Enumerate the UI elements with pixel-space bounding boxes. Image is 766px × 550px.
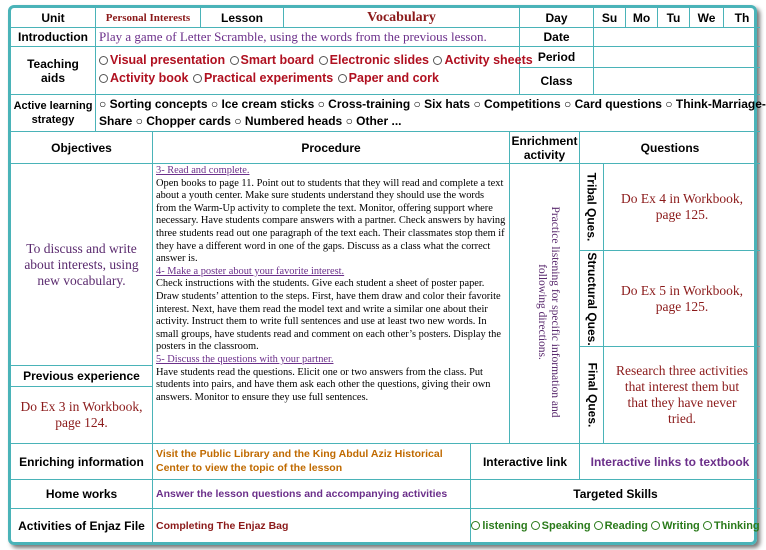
interactive-link-text[interactable]: Interactive links to textbook: [580, 444, 760, 480]
enriching-information-label: Enriching information: [11, 444, 153, 480]
enjaz-label: Activities of Enjaz File: [11, 509, 153, 542]
class-label: Class: [520, 68, 594, 95]
aid-activity-book[interactable]: Activity book: [99, 71, 189, 85]
radio-icon: [433, 56, 442, 65]
aid-smart-board[interactable]: Smart board: [230, 53, 315, 67]
radio-icon: [319, 56, 328, 65]
radio-icon: [531, 521, 540, 530]
aid-visual-presentation[interactable]: Visual presentation: [99, 53, 225, 67]
procedure-body: [153, 164, 510, 444]
skill-listening[interactable]: listening: [471, 520, 527, 532]
structural-text: Do Ex 5 in Workbook, page 125.: [604, 251, 760, 347]
step-5-title: 5- Discuss the questions with your partner.: [156, 353, 334, 365]
step-5-text: Have students read the questions. Elicit one or two answers from the class. Put students into pairs, and have them ask each other the questions, giving their own answers. Monitor to ensure they use full sentences.: [156, 366, 491, 403]
radio-icon: [99, 74, 108, 83]
introduction-text: Play a game of Letter Scramble, using the words from the previous lesson.: [96, 28, 520, 47]
radio-icon: [99, 56, 108, 65]
enrichment-text: Practice listening for specific information and following directions.: [536, 206, 561, 418]
tribal-text: Do Ex 4 in Workbook, page 125.: [604, 164, 760, 251]
day-tu: Tu: [658, 8, 690, 28]
aid-practical-experiments[interactable]: Practical experiments: [193, 71, 333, 85]
procedure-header: Procedure: [153, 132, 510, 164]
lesson-value: Vocabulary: [284, 8, 520, 28]
teaching-aids-options: [96, 47, 533, 95]
introduction-label: Introduction: [11, 28, 96, 47]
active-learning-label: Active learning strategy: [11, 95, 96, 132]
aid-electronic-slides[interactable]: Electronic slides: [319, 53, 429, 67]
day-th: Th: [724, 8, 760, 28]
home-works-text: Answer the lesson questions and accompanying activities: [153, 480, 471, 509]
day-mo: Mo: [626, 8, 658, 28]
structural-label-cell: [580, 251, 604, 347]
teaching-aids-label: Teaching aids: [11, 47, 96, 95]
lesson-plan-sheet: [8, 5, 766, 545]
radio-icon: [230, 56, 239, 65]
date-value: [594, 28, 760, 47]
interactive-link-label: Interactive link: [471, 444, 580, 480]
step-4-text: Check instructions with the students. Give each student a sheet of poster paper. Draw students’ attention to the steps. First, have them draw and color their favorite interest. Next, have them read the model text and write a similar one about their activity. Instruct them to write full sentences and use at least two new words. In small groups, have students read and comment on each other’s posters. Display the posters in the classroom.: [156, 278, 501, 353]
objectives-header: Objectives: [11, 132, 153, 164]
questions-header: Questions: [580, 132, 760, 164]
step-3-text: Open books to page 11. Point out to students that they will read and complete a text about a youth center. Make sure students understand they should use the words from the Warm-Up activity to complete the text. Monitor, offering support where necessary. Have students compare answers with a partner. Check answers by having three students read out one paragraph of the text each. Their classmates stop them if they have a different word in one of the gaps. Discuss as a class what the correct answer is.: [156, 177, 506, 265]
radio-icon: [193, 74, 202, 83]
class-value: [594, 68, 760, 95]
skill-writing[interactable]: Writing: [651, 520, 700, 532]
step-4-title: 4- Make a poster about your favorite interest.: [156, 265, 345, 277]
previous-experience-label: Previous experience: [11, 366, 153, 387]
skill-reading[interactable]: Reading: [594, 520, 648, 532]
date-label: Date: [520, 28, 594, 47]
final-text: Research three activities that interest them but that they have never tried.: [604, 347, 760, 444]
radio-icon: [471, 521, 480, 530]
home-works-label: Home works: [11, 480, 153, 509]
active-learning-options[interactable]: ○ Sorting concepts ○ Ice cream sticks ○ Cross-training ○ Six hats ○ Competitions ○ Card questions ○ Think-Marriage- Share ○ Chopper cards ○ Numbered heads ○ Other ...: [96, 95, 760, 132]
period-value: [594, 47, 760, 68]
lesson-label: Lesson: [201, 8, 284, 28]
structural-label: Structural Ques.: [585, 252, 599, 346]
unit-value: Personal Interests: [96, 8, 201, 28]
day-label: Day: [520, 8, 594, 28]
aid-paper-and-cork[interactable]: Paper and cork: [338, 71, 439, 85]
enjaz-text: Completing The Enjaz Bag: [153, 509, 471, 542]
radio-icon: [703, 521, 712, 530]
unit-label: Unit: [11, 8, 96, 28]
objectives-text: To discuss and write about interests, using new vocabulary.: [11, 164, 153, 366]
tribal-label-cell: [580, 164, 604, 251]
radio-icon: [594, 521, 603, 530]
skill-thinking[interactable]: Thinking: [703, 520, 760, 532]
tribal-label: Tribal Ques.: [584, 172, 599, 242]
previous-experience-text: Do Ex 3 in Workbook, page 124.: [11, 387, 153, 444]
enrichment-cell: [510, 164, 580, 444]
final-label: Final Ques.: [585, 362, 600, 428]
enriching-information-text: Visit the Public Library and the King Abdul Aziz Historical Center to view the topic of the lesson: [153, 444, 471, 480]
targeted-skills-options: [471, 509, 760, 542]
skill-speaking[interactable]: Speaking: [531, 520, 591, 532]
aid-activity-sheets[interactable]: Activity sheets: [433, 53, 532, 67]
period-label: Period: [520, 47, 594, 68]
day-we: We: [690, 8, 724, 28]
radio-icon: [651, 521, 660, 530]
step-3-title: 3- Read and complete.: [156, 165, 250, 176]
day-su: Su: [594, 8, 626, 28]
final-label-cell: [580, 347, 604, 444]
targeted-skills-label: Targeted Skills: [471, 480, 760, 509]
radio-icon: [338, 74, 347, 83]
enrichment-header: Enrichment activity: [510, 132, 580, 164]
